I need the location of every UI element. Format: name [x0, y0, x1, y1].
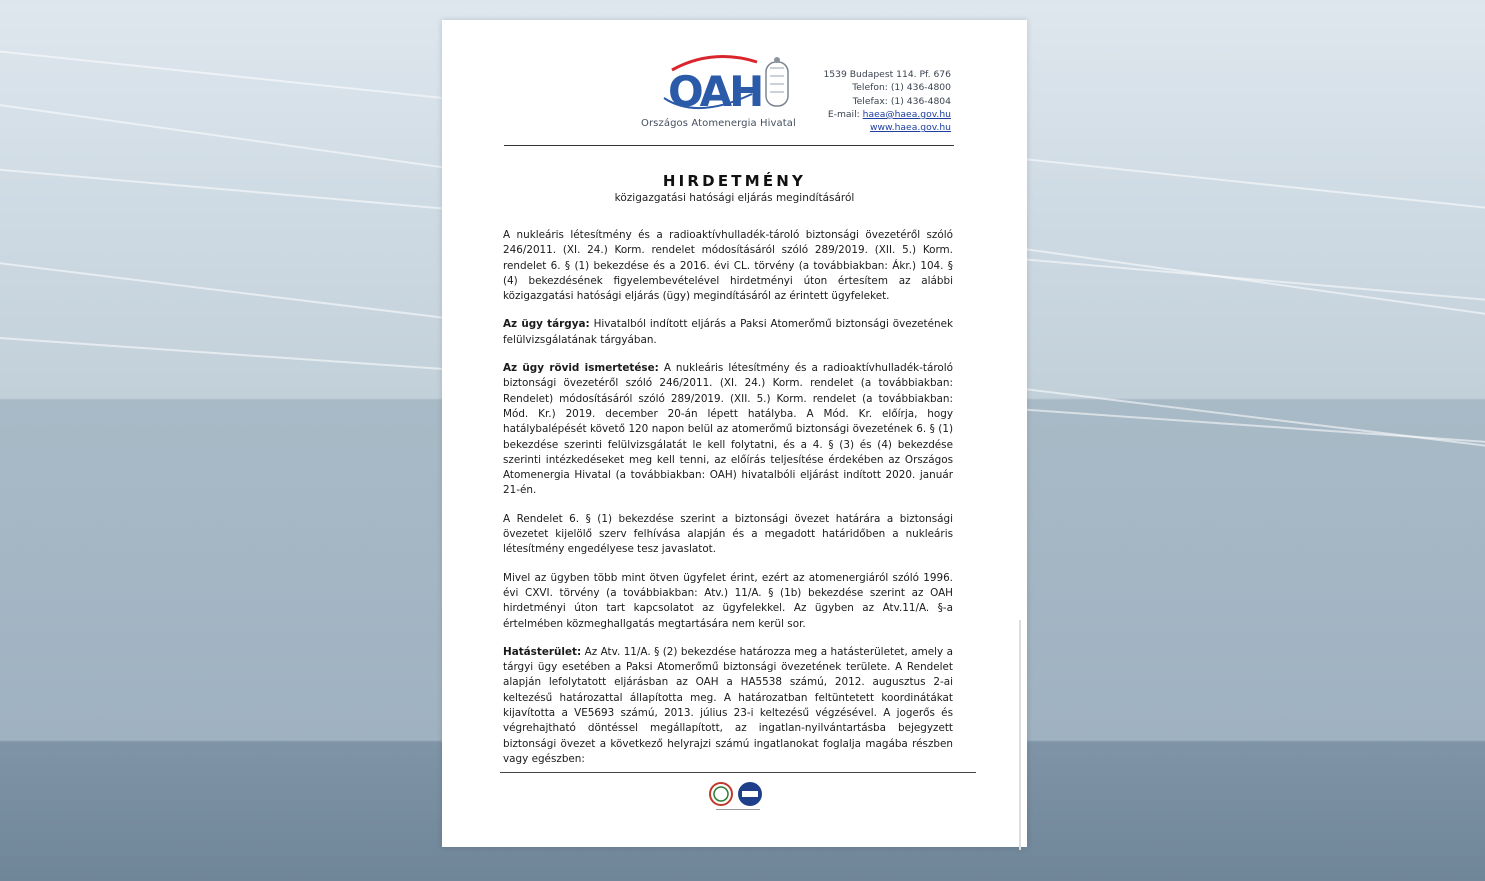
subject-text: Hivatalból indított eljárás a Paksi Atomerőmű biztonsági övezetének felülvizsgálatának tárgyában.: [503, 318, 953, 346]
document-title: HIRDETMÉNY: [662, 172, 807, 190]
summary-label: Az ügy rövid ismertetése:: [503, 362, 659, 375]
email-label: E-mail:: [827, 108, 860, 120]
paragraph-proposal: A Rendelet 6. § (1) bekezdése szerint a biztonsági övezet határára a biztonsági övezetet kijelölő szerv felhívása alapján és a megadott határidőben a nukleáris létesítmény engedélyese tesz javaslatot.: [503, 512, 953, 556]
email-link[interactable]: haea@haea.gov.hu: [862, 108, 951, 120]
fax: Telefax: (1) 436-4804: [852, 95, 951, 107]
web-link[interactable]: www.haea.gov.hu: [869, 122, 951, 134]
paragraph-notice: Mivel az ügyben több mint ötven ügyfelet érint, ezért az atomenergiáról szóló 1996. évi CXVI. törvény (a továbbiakban: Atv.) 11/A. § (1b) bekezdése szerint az OAH hirdetményi úton tart kapcsolatot az ügyfelekkel. Az ügyben az Atv.11/A. §-a értelmében közmeghallgatás megtartására nem kerül sor.: [503, 571, 953, 630]
oah-logo-icon: [642, 50, 802, 120]
paragraph-subject: [503, 317, 953, 348]
footer-divider: [500, 772, 976, 773]
paragraph-intro: A nukleáris létesítmény és a radioaktívhulladék-tároló biztonsági övezetéről szóló 246/2011. (XI. 24.) Korm. rendelet módosításáról szóló 289/2019. (XII. 5.) Korm. rendelet 6. § (1) bekezdése és a 2016. évi CL. törvény (a továbbiakban: Ákr.) 104. § (4) bekezdésének figyelembevételével hirdetményi úton értesítem az alábbi közigazgatási hatósági eljárás (ügy) megindításáról az érintett ügyfeleket.: [503, 229, 953, 303]
certification-badge-icon: [708, 776, 768, 816]
impact-area-label: Hatásterület:: [503, 645, 582, 658]
email-line: [823, 108, 951, 121]
subject-label: Az ügy tárgya:: [503, 318, 590, 331]
phone: Telefon: (1) 436-4800: [852, 82, 951, 94]
header-divider: [504, 145, 954, 146]
summary-text: A nukleáris létesítmény és a radioaktívhulladék-tároló biztonsági övezetéről szóló 246/2011. (XI. 24.) Korm. rendelet (a továbbiakban: Rendelet) módosításáról szóló 289/2019. (XII. 5.) Korm. rendelet (a továbbiakban: Mód. Kr.) 2019. december 20-án lépett hatályba. A Mód. Kr. előírja, hogy hatálybalépését követő 120 napon belül az atomerőmű biztonsági övezetének 6. § (1) bekezdése szerinti felülvizsgálatát le kell folytatni, és a 4. § (3) és (4) bekezdése szerinti intézkedéseket meg kell tenni, az előírás teljesítése érdekében az Országos Atomenergia Hivatal (a továbbiakban: OAH) hivatalbóli eljárást indított 2020. január 21-én.: [503, 362, 953, 497]
document-subtitle: közigazgatási hatósági eljárás megindításáról: [614, 192, 855, 204]
page-edge-shadow: [1019, 620, 1021, 850]
impact-area-text: Az Atv. 11/A. § (2) bekezdése határozza meg a hatásterületet, amely a tárgyi ügy esetében a Paksi Atomerőmű biztonsági övezetének területe. A Rendelet alapján lefolytatott eljárásban az OAH a HA5538 számú, 2012. augusztus 2-ai keltezésű határozattal állapította meg. A határozatban feltüntetett koordinátákat kijavította a VE5693 számú, 2013. július 23-i keltezésű végzésével. A jogerős és végrehajtható döntéssel megállapított, az ingatlan-nyilvántartásba bejegyzett biztonsági övezet a következő helyrajzi számú ingatlanokat foglalja magába részben vagy egészben:: [503, 645, 953, 765]
paragraph-impact-area: [503, 645, 953, 767]
document-page: [442, 20, 1027, 847]
address: 1539 Budapest 114. Pf. 676: [823, 69, 951, 80]
document-body: [503, 228, 953, 780]
contact-info: [823, 68, 951, 134]
org-name: Országos Atomenergia Hivatal: [641, 118, 796, 129]
svg-text:OAH: OAH: [668, 67, 762, 116]
certification-logos: [708, 776, 768, 816]
paragraph-summary: [503, 361, 953, 499]
